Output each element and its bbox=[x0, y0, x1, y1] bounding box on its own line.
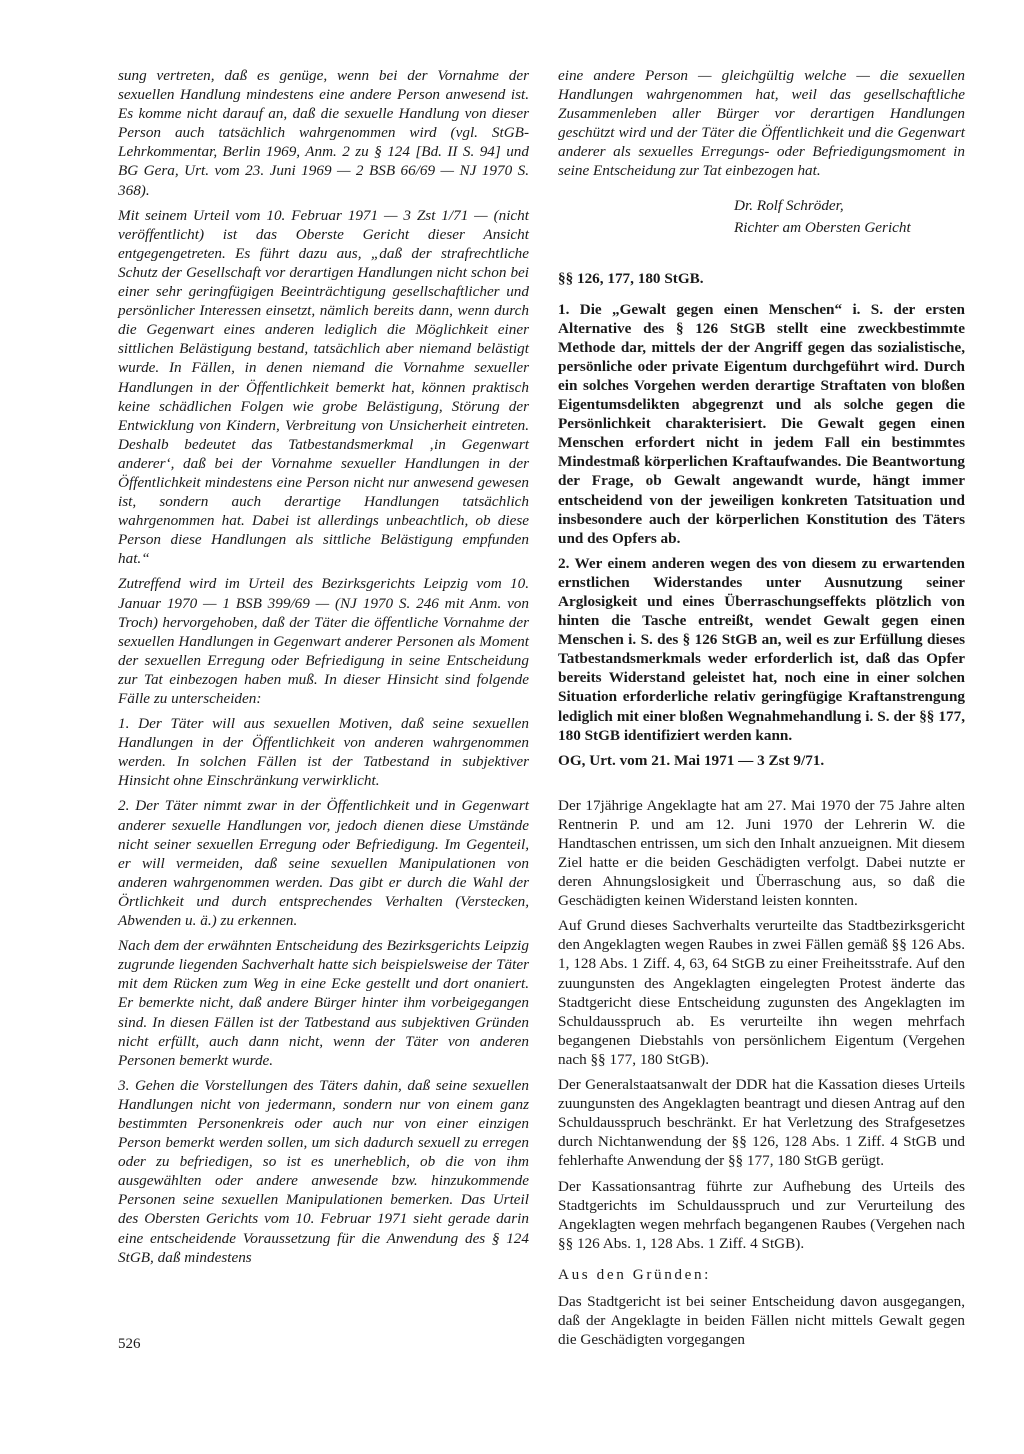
left-paragraph-6: Nach dem der erwähnten Entscheidung des Bezirksgerichts Leipzig zugrunde liegenden Sachverhalt hatte sich beispielsweise der Täter mit dem Rücken zum Weg in eine Ecke gestellt und dort onaniert. Er bemerkte nicht, daß andere Bürger hinter ihm vorbeigegangen sind. In diesen Fällen ist der Tatbestand aus subjektiven Gründen nicht erfüllt, auch dann nicht, wenn der Täter von anderen Personen bemerkt wurde. bbox=[118, 937, 529, 1069]
left-paragraph-2: Mit seinem Urteil vom 10. Februar 1971 — 3 Zst 1/71 — (nicht veröffentlicht) ist das Oberste Gericht dieser Ansicht entgegengetreten. Es führt dazu aus, „daß der strafrechtliche Schutz der Gesellschaft vor derartigen Handlungen nicht schon bei einer sehr geringfügigen Beeinträchtigung gesellschaftlicher und persönlicher Interessen einsetzt, nämlich bereits dann, wenn durch die Gegenwart eines anderen lediglich die Möglichkeit einer sittlichen Belästigung bestand, tatsächlich aber niemand belästigt wurde. In Fällen, in denen niemand die Vornahme sexueller Handlungen in der Öffentlichkeit bemerkt hat, können praktisch keine schädlichen Folgen wie grobe Belästigung, Störung der Entwicklung von Kindern, Verbreitung von Unsicherheit eintreten. Deshalb bedeutet das Tatbestandsmerkmal ‚in Gegenwart anderer‘, daß bei der Vornahme sexueller Handlungen in der Öffentlichkeit mindestens eine Person nicht nur anwesend gewesen ist, sondern auch derartige Handlungen tatsächlich wahrgenommen hat. Dabei ist allerdings unbeachtlich, ob diese Person diese Handlungen als sittliche Belästigung empfunden hat.“ bbox=[118, 206, 529, 568]
page-number: 526 bbox=[118, 1336, 141, 1352]
body-paragraph-2: Auf Grund dieses Sachverhalts verurteilte das Stadtbezirksgericht den Angeklagten wegen Raubes in zwei Fällen gemäß §§ 126 Abs. 1, 128 Abs. 1 Ziff. 4, 63, 64 StGB zu einer Freiheitsstrafe. Auf den zuungunsten des Angeklagten eingelegten Protest änderte das Stadtgericht diese Entscheidung zugunsten des Angeklagten im Schuldausspruch ab. Es verurteilte ihn wegen mehrfach begangenen Diebstahls von persönlichem Eigentum (Vergehen nach §§ 177, 180 StGB). bbox=[558, 917, 965, 1068]
statute-reference: §§ 126, 177, 180 StGB. bbox=[558, 269, 704, 287]
body-paragraph-3: Der Generalstaatsanwalt der DDR hat die Kassation dieses Urteils zuungunsten des Angeklagten beantragt und diesen Antrag auf den Schuldausspruch beschränkt. Er hat Verletzung des Strafgesetzes durch Nichtanwendung der §§ 126, 128 Abs. 1 Ziff. 4 StGB und fehlerhafte Anwendung der §§ 177, 180 StGB gerügt. bbox=[558, 1076, 965, 1170]
body-paragraph-1: Der 17jährige Angeklagte hat am 27. Mai 1970 der 75 Jahre alten Rentnerin P. und am 12. Juni 1970 der Lehrerin W. die Handtaschen entrissen, um sich den Inhalt anzueignen. Mit diesem Ziel hatte er die beiden Geschädigten verfolgt. Dabei nutzte er deren Ahnungslosigkeit und Überraschung aus, so daß die Geschädigten keinen Widerstand leisten konnten. bbox=[558, 796, 965, 910]
court-citation: OG, Urt. vom 21. Mai 1971 — 3 Zst 9/71. bbox=[558, 751, 825, 769]
left-column bbox=[118, 66, 529, 1273]
left-paragraph-7: 3. Gehen die Vorstellungen des Täters dahin, daß seine sexuellen Handlungen nicht von jedermann, sondern nur von einem ganz bestimmten Personenkreis oder auch nur von einer einzigen Person bemerkt werden sollen, um sich dadurch sexuell zu erregen oder zu befriedigen, so ist es unerheblich, ob die von ihm ausgewählten oder andere anwesende bzw. hinzukommende Personen seine sexuellen Manipulationen bemerken. Das Urteil des Obersten Gerichts vom 10. Februar 1971 sieht gerade darin eine entscheidende Voraussetzung für die Anwendung des § 124 StGB, daß mindestens bbox=[118, 1076, 529, 1266]
left-paragraph-5: 2. Der Täter nimmt zwar in der Öffentlichkeit und in Gegenwart anderer sexuelle Handlungen vor, jedoch dienen diese Umstände nicht seiner sexuellen Erregung oder Befriedigung. Im Gegenteil, er will vermeiden, daß seine sexuellen Manipulationen von anderen wahrgenommen werden. Das gibt er durch die Wahl der Örtlichkeit und durch entsprechendes Verhalten (Verstecken, Abwenden u. ä.) zu erkennen. bbox=[118, 797, 529, 930]
author-signature bbox=[558, 195, 965, 239]
right-intro-paragraph: eine andere Person — gleichgültig welche — die sexuellen Handlungen wahrgenommen hat, weil das gesellschaftliche Zusammenleben aller Bürger vor derartigen Handlungen geschützt wird und der Täter die Öffentlichkeit und die Gegenwart anderer als sexuelles Erregungs- oder Befriedigungsmoment in seine Entscheidung zur Tat einbezogen hat. bbox=[558, 67, 965, 180]
section-heading: Aus den Gründen: bbox=[558, 1265, 711, 1283]
headnote-2: 2. Wer einem anderen wegen des von diesem zu erwartenden ernstlichen Widerstandes unter Ausnutzung seiner Arglosigkeit und eines Überraschungseffekts plötzlich von hinten die Tasche entreißt, wendet Gewalt gegen einen Menschen i. S. des § 126 StGB an, weil es zur Erfüllung dieses Tatbestandsmerkmals weder erforderlich ist, daß das Opfer bereits Widerstand geleistet hat, noch eine in einer solchen Situation erforderliche relativ geringfügige Kraftanstrengung lediglich mit einer bloßen Wegnahmehandlung i. S. der §§ 177, 180 StGB identifiziert werden kann. bbox=[558, 554, 965, 744]
left-paragraph-3: Zutreffend wird im Urteil des Bezirksgerichts Leipzig vom 10. Januar 1970 — 1 BSB 399/69 — (NJ 1970 S. 246 mit Anm. von Troch) hervorgehoben, daß der Täter die öffentliche Vornahme der sexuellen Handlungen in Gegenwart anderer Personen als Moment der sexuellen Erregung oder Befriedigung in seine Entscheidung zur Tat einbezogen haben muß. In dieser Hinsicht sind folgende Fälle zu unterscheiden: bbox=[118, 575, 529, 707]
left-paragraph-1: sung vertreten, daß es genüge, wenn bei der Vornahme der sexuellen Handlung mindestens eine andere Person anwesend ist. Es komme nicht darauf an, daß die sexuelle Handlung von dieser Person auch tatsächlich wahrgenommen wird (vgl. StGB-Lehrkommentar, Berlin 1969, Anm. 2 zu § 124 [Bd. II S. 94] und BG Gera, Urt. vom 23. Juni 1969 — 2 BSB 66/69 — NJ 1970 S. 368). bbox=[118, 67, 529, 199]
closing-paragraph: Das Stadtgericht ist bei seiner Entscheidung davon ausgegangen, daß der Angeklagte in beiden Fällen nicht mittels Gewalt gegen die Geschädigten vorgegangen bbox=[558, 1292, 965, 1349]
left-paragraph-4: 1. Der Täter will aus sexuellen Motiven, daß seine sexuellen Handlungen in der Öffentlichkeit von anderen wahrgenommen werden. In solchen Fällen ist der Tatbestand in subjektiver Hinsicht ohne Einschränkung verwirklicht. bbox=[118, 715, 529, 790]
body-paragraph-4: Der Kassationsantrag führte zur Aufhebung des Urteils des Stadtgerichts im Schuldausspruch und zur Verurteilung des Angeklagten wegen mehrfach begangenen Raubes (Vergehen nach §§ 126 Abs. 1, 128 Abs. 1 Ziff. 4 StGB). bbox=[558, 1177, 965, 1252]
headnote-1: 1. Die „Gewalt gegen einen Menschen“ i. S. der ersten Alternative des § 126 StGB stellt eine zweckbestimmte Methode dar, mittels der der Angriff gegen das sozialistische, persönliche oder private Eigentum durchgeführt wird. Durch ein solches Vorgehen werden derartige Straftaten von bloßen Eigentumsdelikten abgegrenzt und als solche gegen die Persönlichkeit charakterisiert. Die Gewalt gegen einen Menschen erfordert nicht in jedem Fall ein bestimmtes Mindestmaß körperlichen Kraftaufwandes. Die Beantwortung der Frage, ob Gewalt angewandt wurde, hängt immer entscheidend von der jeweiligen konkreten Tatsituation und insbesondere auch der körperlichen Konstitution des Täters und des Opfers ab. bbox=[558, 300, 965, 547]
right-column bbox=[558, 66, 965, 1355]
signature-title: Richter am Obersten Gericht bbox=[734, 218, 911, 236]
signature-name: Dr. Rolf Schröder, bbox=[734, 196, 844, 214]
